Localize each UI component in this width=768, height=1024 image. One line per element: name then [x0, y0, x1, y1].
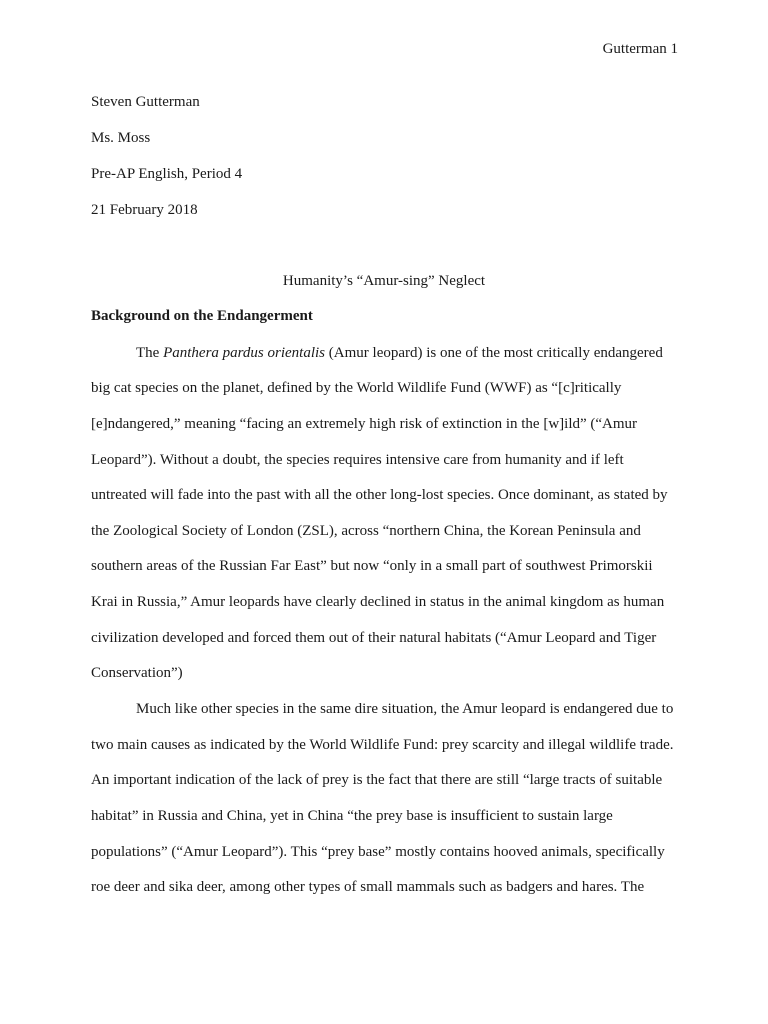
- page-header-label: Gutterman 1: [602, 41, 678, 57]
- paragraph2-line6: roe deer and sika deer, among other types of small mammals such as badgers and hares. The: [91, 879, 645, 895]
- paragraph1-line9: civilization developed and forced them out of their natural habitats (“Amur Leopard and Tiger: [91, 630, 657, 646]
- mla-heading: [91, 92, 242, 236]
- essay-title: Humanity’s “Amur-sing” Neglect: [282, 273, 486, 289]
- paragraph1-line1-end: (Amur leopard) is one of the most critically endangered: [325, 345, 663, 361]
- paragraph1-line6: the Zoological Society of London (ZSL), across “northern China, the Korean Peninsula and: [91, 523, 641, 539]
- student-name: Steven Gutterman: [91, 94, 200, 110]
- paragraph1-line8: Krai in Russia,” Amur leopards have clearly declined in status in the animal kingdom as human: [91, 594, 665, 610]
- paragraph2-line4: habitat” in Russia and China, yet in China “the prey base is insufficient to sustain large: [91, 808, 613, 824]
- section-heading: Background on the Endangerment: [91, 308, 313, 324]
- paragraph2-line3: An important indication of the lack of prey is the fact that there are still “large tracts of suitable: [91, 772, 663, 788]
- paragraph2-line2: two main causes as indicated by the World Wildlife Fund: prey scarcity and illegal wildlife trade.: [91, 737, 674, 753]
- paragraph1-line7: southern areas of the Russian Far East” but now “only in a small part of southwest Primorskii: [91, 558, 653, 574]
- teacher-name: Ms. Moss: [91, 130, 151, 146]
- paragraph1-line10: Conservation”): [91, 665, 183, 681]
- paragraph2-line1: Much like other species in the same dire situation, the Amur leopard is endangered due to: [136, 701, 674, 717]
- paragraph1-line2: big cat species on the planet, defined by the World Wildlife Fund (WWF) as “[c]ritically: [91, 380, 622, 396]
- paragraph1-line5: untreated will fade into the past with all the other long-lost species. Once dominant, as stated by: [91, 487, 668, 503]
- paragraph2-line5: populations” (“Amur Leopard”). This “prey base” mostly contains hooved animals, specifically: [91, 844, 665, 860]
- paragraph1-line1-start: The: [136, 345, 164, 361]
- paragraph1-line3: [e]ndangered,” meaning “facing an extremely high risk of extinction in the [w]ild” (“Amur: [91, 416, 638, 432]
- paragraph1-line4: Leopard”). Without a doubt, the species requires intensive care from humanity and if left: [91, 452, 624, 468]
- paragraph1-line1: [136, 343, 663, 363]
- course-name: Pre-AP English, Period 4: [91, 166, 243, 182]
- species-name: Panthera pardus orientalis: [163, 345, 326, 361]
- date: 21 February 2018: [91, 202, 198, 218]
